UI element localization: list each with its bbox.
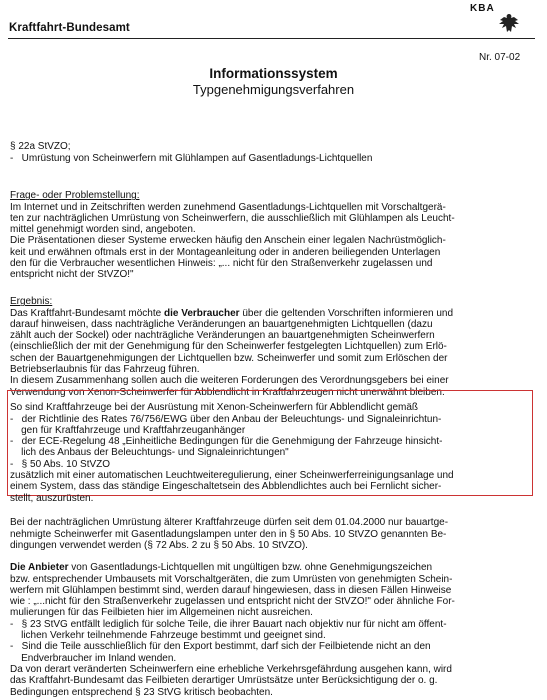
ergebnis-heading: Ergebnis: (10, 296, 53, 308)
kba-logo-text: KBA (470, 3, 495, 14)
frage-line: den für die Verbraucher wesentlichen Hinweis: „... nicht für den Straßenverkehr zugelassen und (10, 258, 433, 270)
ergebnis-paragraph (10, 285, 532, 398)
frage-heading: Frage- oder Problemstellung: (10, 190, 140, 202)
anbieter-line: das Kraftfahrt-Bundesamt das Feilbieten derartiger Umrüstsätze unter Berücksichtigung der o. g. (10, 675, 438, 687)
boxed-line: - der ECE-Regelung 48 „Einheitliche Bedingungen für die Genehmigung der Fahrzeuge hinsicht- (10, 436, 443, 448)
frage-line: Im Internet und in Zeitschriften werden zunehmend Gasentladungs-Lichtquellen mit Vorschaltgerä- (10, 201, 446, 213)
document-subtitle: Typgenehmigungsverfahren (192, 82, 355, 97)
section-heading: § 22a StVZO; (10, 141, 71, 153)
ergebnis-line: Betriebserlaubnis für das Fahrzeug führen. (10, 364, 200, 376)
section-line: - Umrüstung von Scheinwerfern mit Glühlampen auf Gasentladungs-Lichtquellen (10, 152, 373, 164)
ergebnis-line-pre: Das Kraftfahrt-Bundesamt möchte (10, 307, 164, 319)
section-paragraph (10, 130, 532, 164)
boxed-line: So sind Kraftfahrzeuge bei der Ausrüstung mit Xenon-Scheinwerfern für Abblendlicht gemäß (10, 402, 419, 414)
ergebnis-line: darauf hinweisen, dass nachträgliche Veränderungen an bauartgenehmigten Lichtquellen (dazu (10, 318, 433, 330)
header-rule (8, 38, 535, 39)
anbieter-line: werfern mit Glühlampen bestimmt sind, werden darauf hingewiesen, dass in diesen Fällen Hinweise (10, 584, 452, 596)
ergebnis-line: In diesem Zusammenhang sollen auch die weiteren Forderungen des Verordnungsgebers bei einer (10, 375, 449, 387)
anbieter-line: Bedingungen entsprechend § 23 StVG kritisch beobachten. (10, 686, 273, 698)
ergebnis-line: (einschließlich der mit der Genehmigung für den Scheinwerfer festgelegten Lichtquellen) zum Erlö- (10, 341, 447, 353)
federal-eagle-icon (496, 12, 522, 36)
anbieter-highlight: Die Anbieter (10, 562, 69, 574)
anbieter-line: - § 23 StVG entfällt lediglich für solche Teile, die ihrer Bauart nach objektiv nur für nicht am öffent- (10, 618, 447, 630)
anbieter-line-post: von Gasentladungs-Lichtquellen mit ungültigen bzw. ohne Genehmigungszeichen (68, 562, 433, 574)
boxed-line: einem System, dass das ständige Eingeschaltetsein des Abblendlichtes auch bei Fernlicht sicher- (10, 481, 442, 493)
nachruestung-line: dingungen verwendet werden (§ 72 Abs. 2 zu § 50 Abs. 10 StVZO). (10, 539, 308, 551)
nachruestung-paragraph (10, 506, 532, 551)
nachruestung-line: nehmigte Scheinwerfer mit Gasentladungslampen unter den in § 50 Abs. 10 StVZO genannten Be- (10, 528, 447, 540)
organization-name: Kraftfahrt-Bundesamt (9, 22, 130, 34)
frage-line: entspricht nicht der StVZO!" (10, 269, 134, 281)
boxed-line: lich des Anbaus der Beleuchtungs- und Signaleinrichtungen" (10, 447, 289, 459)
anbieter-paragraph (10, 551, 532, 698)
ergebnis-line: zählt auch der Sockel) oder nachträgliche Veränderungen an bauartgenehmigten Scheinwerfern (10, 330, 435, 342)
frage-line: Die Präsentationen dieser Systeme erwecken häufig den Anschein einer legalen Nachrüstmöglich- (10, 235, 446, 247)
anbieter-line: Da von derart veränderten Scheinwerfern eine erhebliche Verkehrsgefährdung ausgehen kann, wird (10, 663, 452, 675)
boxed-line: zusätzlich mit einer automatischen Leuchtweiteregulierung, einer Scheinwerferreinigungsanlage und (10, 470, 454, 482)
nachruestung-line: Bei der nachträglichen Umrüstung älterer Kraftfahrzeuge dürfen seit dem 01.04.2000 nur bauartge- (10, 517, 449, 529)
anbieter-line: wie : „...nicht für den Straßenverkehr zugelassen und entspricht nicht der StVZO!" oder ähnliche For- (10, 596, 455, 608)
frage-line: ten zur nachträglichen Umrüstung von Scheinwerfern, die ausschließlich mit Glühlampen als Leucht- (10, 212, 455, 224)
frage-paragraph (10, 179, 532, 281)
anbieter-line: - Sind die Teile ausschließlich für den Export bestimmt, darf sich der Feilbietende nicht an den (10, 641, 431, 653)
document-number: Nr. 07-02 (479, 52, 521, 63)
boxed-line: - der Richtlinie des Rates 76/756/EWG über den Anbau der Beleuchtungs- und Signaleinrichtun- (10, 413, 442, 425)
document-title: Informationssystem (209, 66, 338, 81)
frage-line: mittel genehmigt worden sind, angeboten. (10, 224, 196, 236)
ergebnis-highlight: die Verbraucher (163, 307, 240, 319)
ergebnis-line: Verwendung von Xenon-Scheinwerfer für Abblendlicht in Kraftfahrzeugen nicht unerwähnt bleiben. (10, 386, 445, 398)
boxed-paragraph (10, 391, 532, 504)
boxed-line: gen für Kraftfahrzeuge und Kraftfahrzeuganhänger (10, 424, 246, 436)
anbieter-line: mulierungen für das Feilbieten hier im Allgemeinen nicht ausreichen. (10, 607, 313, 619)
frage-line: keit und erwähnen oftmals erst in der Montageanleitung oder in anderen beiliegenden Unterlagen (10, 246, 441, 258)
anbieter-line: bzw. entsprechender Umbausets mit Vorschaltgeräten, die zum Umrüsten von genehmigten Schein- (10, 573, 453, 585)
boxed-line: - § 50 Abs. 10 StVZO (10, 458, 111, 470)
anbieter-line: Endverbraucher im Inland wenden. (10, 652, 177, 664)
ergebnis-line: schen der Bauartgenehmigungen der Lichtquellen bzw. Scheinwerfer und somit zum Erlöschen der (10, 352, 448, 364)
anbieter-line: lichen Verkehr teilnehmende Fahrzeuge bestimmt und geeignet sind. (10, 630, 326, 642)
boxed-line: stellt, auszurüsten. (10, 492, 94, 504)
ergebnis-line-post: über die geltenden Vorschriften informieren und (239, 307, 454, 319)
